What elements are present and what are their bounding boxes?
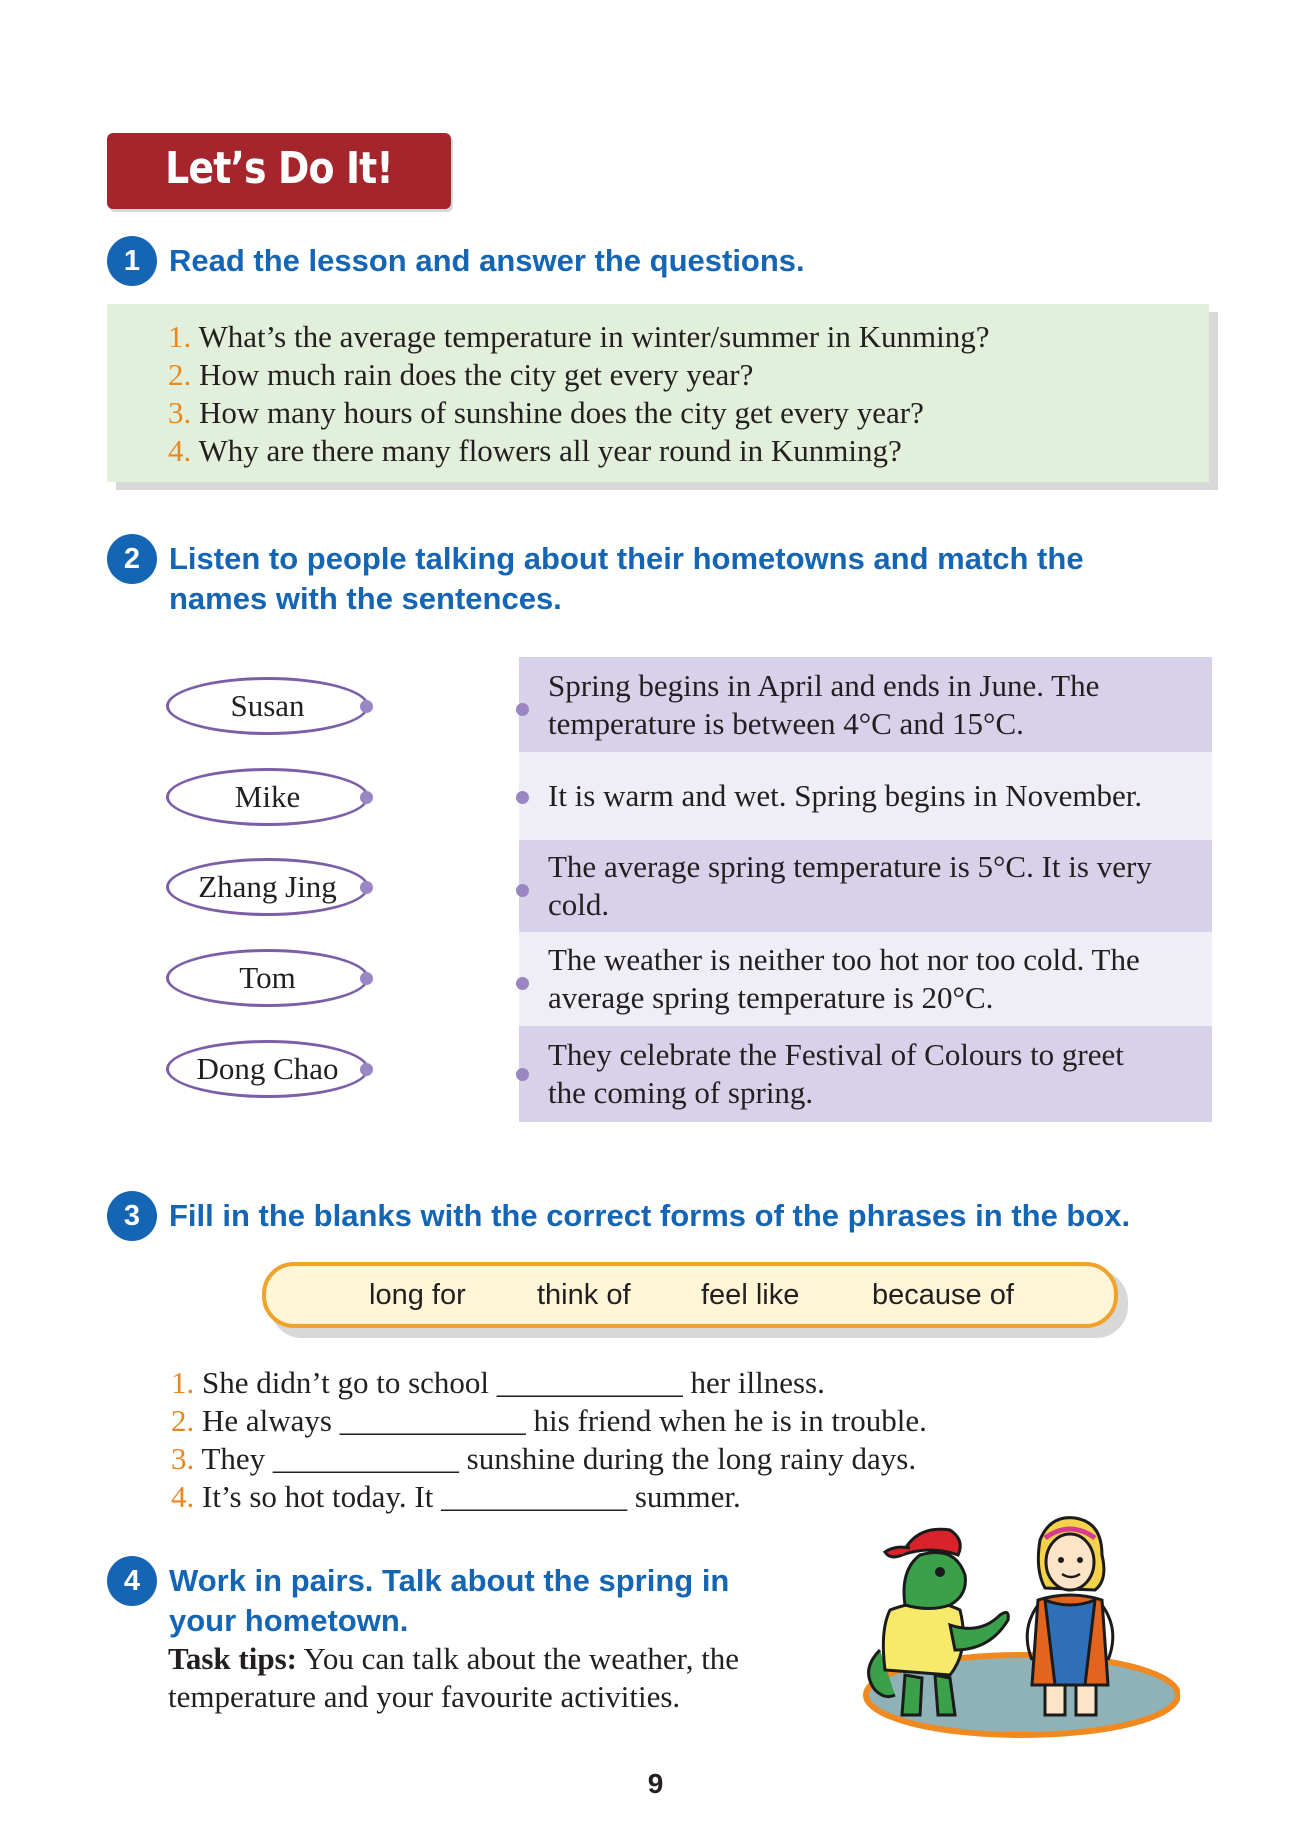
name-oval-zhang-jing[interactable]: Zhang Jing — [166, 858, 369, 916]
kids-talking-illustration — [840, 1500, 1180, 1740]
fill-blank-item — [171, 1478, 927, 1516]
section-4-heading — [169, 1561, 729, 1641]
fill-blank-item — [171, 1402, 927, 1440]
sentence-text — [548, 777, 1142, 815]
name-oval-mike[interactable]: Mike — [166, 768, 369, 826]
item-number: 2. — [171, 1403, 195, 1438]
section-3-number: 3 — [107, 1191, 157, 1241]
question-text: How much rain does the city get every year? — [191, 357, 754, 392]
question-text: What’s the average temperature in winter/summer in Kunming? — [191, 319, 990, 354]
question-number: 1. — [168, 319, 192, 354]
fill-blank-item — [171, 1364, 927, 1402]
task-tips-label: Task tips: — [168, 1641, 297, 1676]
question-number: 2. — [168, 357, 192, 392]
sentence-line: the coming of spring. — [548, 1075, 814, 1110]
item-text: She didn’t go to school ____________ her illness. — [194, 1365, 825, 1400]
question-item — [168, 318, 990, 356]
phrase-long-for: long for — [369, 1279, 466, 1311]
name-match-dot[interactable] — [360, 1063, 373, 1076]
name-match-dot[interactable] — [360, 700, 373, 713]
page-number: 9 — [647, 1768, 664, 1799]
section-2-heading-line1: Listen to people talking about their hometowns and match the — [169, 541, 1084, 576]
sentence-line: It is warm and wet. Spring begins in November. — [548, 778, 1143, 813]
section-2-heading-line2: names with the sentences. — [169, 581, 562, 616]
sentence-match-dot[interactable] — [516, 1068, 529, 1081]
sentence-text — [548, 941, 1140, 1017]
section-2-heading — [169, 539, 1084, 619]
section-4-number: 4 — [107, 1556, 157, 1606]
item-text: He always ____________ his friend when he is in trouble. — [194, 1403, 927, 1438]
question-item — [168, 432, 990, 470]
section-3-heading: Fill in the blanks with the correct forms of the phrases in the box. — [169, 1198, 1131, 1233]
name-oval-tom[interactable]: Tom — [166, 949, 369, 1007]
sentence-line: temperature is between 4°C and 15°C. — [548, 705, 1024, 741]
task-tips-line — [168, 1640, 739, 1678]
section-1-number: 1 — [107, 236, 157, 286]
sentence-text — [548, 1036, 1124, 1112]
phrase-think-of: think of — [537, 1279, 631, 1311]
name-oval-dong-chao[interactable]: Dong Chao — [166, 1040, 369, 1098]
sentence-line: The average spring temperature is 5°C. It is very — [548, 849, 1152, 884]
task-tips-text: You can talk about the weather, the — [296, 1641, 740, 1676]
question-item — [168, 356, 990, 394]
sentence-line: The weather is neither too hot nor too cold. The — [548, 942, 1140, 977]
sentence-match-dot[interactable] — [516, 703, 529, 716]
section-1-heading: Read the lesson and answer the questions. — [169, 243, 805, 278]
sentence-box — [519, 1026, 1212, 1122]
question-number: 4. — [168, 433, 192, 468]
item-number: 1. — [171, 1365, 195, 1400]
sentence-match-dot[interactable] — [516, 884, 529, 897]
name-match-dot[interactable] — [360, 881, 373, 894]
sentence-line: average spring temperature is 20°C. — [548, 980, 994, 1015]
item-text: It’s so hot today. It ____________ summer. — [194, 1479, 741, 1514]
section-2-number: 2 — [107, 534, 157, 584]
name-oval-susan[interactable]: Susan — [166, 677, 369, 735]
sentence-box — [519, 752, 1212, 840]
question-text: Why are there many flowers all year round in Kunming? — [191, 433, 902, 468]
sentence-match-dot[interactable] — [516, 977, 529, 990]
item-text: They ____________ sunshine during the long rainy days. — [194, 1441, 917, 1476]
girl-character — [1027, 1518, 1113, 1715]
fill-blank-list — [171, 1364, 927, 1516]
item-number: 4. — [171, 1479, 195, 1514]
sentence-text — [548, 667, 1099, 743]
question-number: 3. — [168, 395, 192, 430]
sentence-box — [519, 840, 1212, 932]
item-number: 3. — [171, 1441, 195, 1476]
banner-title: Let’s Do It! — [165, 143, 393, 194]
sentence-text — [548, 848, 1152, 924]
sentence-box — [519, 657, 1212, 752]
fill-blank-item — [171, 1440, 927, 1478]
sentence-line: Spring begins in April and ends in June. The — [548, 667, 1100, 703]
lets-do-it-banner — [107, 133, 451, 209]
name-match-dot[interactable] — [360, 791, 373, 804]
question-list — [168, 318, 990, 470]
section-4-heading-line2: your hometown. — [169, 1603, 409, 1638]
sentence-box — [519, 932, 1212, 1026]
question-item — [168, 394, 990, 432]
sentence-match-dot[interactable] — [516, 791, 529, 804]
phrase-because-of: because of — [872, 1279, 1014, 1311]
question-text: How many hours of sunshine does the city get every year? — [191, 395, 924, 430]
task-tips-line: temperature and your favourite activities. — [168, 1679, 681, 1714]
sentence-line: They celebrate the Festival of Colours to greet — [548, 1037, 1124, 1072]
task-tips — [168, 1640, 739, 1716]
sentence-line: cold. — [548, 887, 610, 922]
name-match-dot[interactable] — [360, 972, 373, 985]
section-4-heading-line1: Work in pairs. Talk about the spring in — [169, 1563, 730, 1598]
phrase-feel-like: feel like — [701, 1279, 800, 1311]
